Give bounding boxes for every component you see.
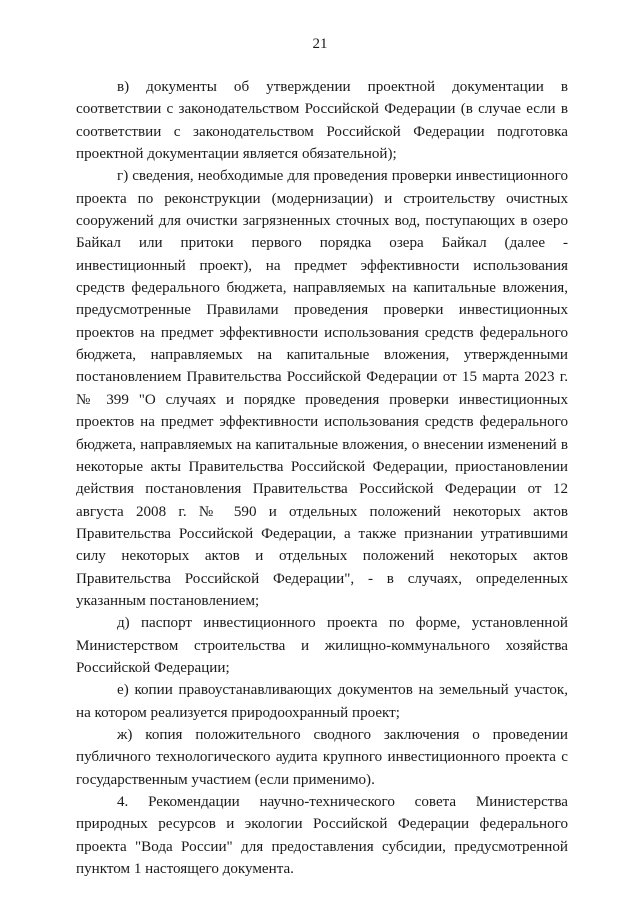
- paragraph-4-council-recommendations: 4. Рекомендации научно-технического совета Министерства природных ресурсов и экологии Российской Федерации федерального проекта "Вода России" для предоставления субсидии, предусмотренной пунктом 1 настоящего документа.: [76, 794, 568, 878]
- paragraph-g-investment-check-info: г) сведения, необходимые для проведения проверки инвестиционного проекта по реконструкции (модернизации) и строительству очистных сооружений для очистки загрязненных сточных вод, поступающих в озеро Байкал или притоки первого порядка озера Байкал (далее - инвестиционный проект), на предмет эффективности использования средств федерального бюджета, направляемых на капитальные вложения, предусмотренные Правилами проведения проверки инвестиционных проектов на предмет эффективности использования средств федерального бюджета, направляемых на капитальные вложения, утвержденными постановлением Правительства Российской Федерации от 15 марта 2023 г. № 399 "О случаях и порядке проведения проверки инвестиционных проектов на предмет эффективности использования средств федерального бюджета, направляемых на капитальные вложения, о внесении изменений в некоторые акты Правительства Российской Федерации, приостановлении действия постановления Правительства Российской Федерации от 12 августа 2008 г. № 590 и отдельных положений некоторых актов Правительства Российской Федерации, а также признании утратившими силу некоторых актов и отдельных положений некоторых актов Правительства Российской Федерации", - в случаях, определенных указанным постановлением;: [76, 168, 568, 609]
- paragraph-v-project-documents: в) документы об утверждении проектной документации в соответствии с законодательством Российской Федерации (в случае если в соответствии с законодательством Российской Федерации подготовка проектной документации является обязательной);: [76, 79, 568, 163]
- document-body: [76, 76, 568, 880]
- paragraph-zh-audit-conclusion: ж) копия положительного сводного заключения о проведении публичного технологического аудита крупного инвестиционного проекта с государственным участием (если применимо).: [76, 726, 568, 788]
- paragraph-d-project-passport: д) паспорт инвестиционного проекта по форме, установленной Министерством строительства и жилищно-коммунального хозяйства Российской Федерации;: [76, 615, 568, 676]
- paragraph-e-land-title-copies: е) копии правоустанавливающих документов на земельный участок, на котором реализуется природоохранный проект;: [76, 682, 568, 721]
- page-number: 21: [312, 36, 328, 52]
